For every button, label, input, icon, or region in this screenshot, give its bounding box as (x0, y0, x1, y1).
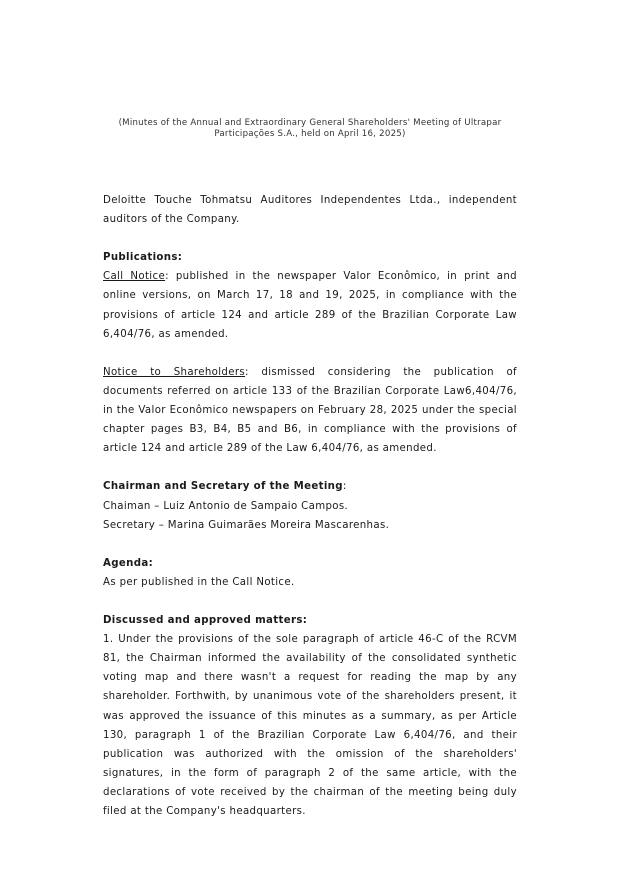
matters-item-1: 1. Under the provisions of the sole paragraph of article 46-C of the RCVM 81, the Chairman informed the availability of the consolidated synthetic voting map and there wasn't a request for reading the map by any shareholder. Forthwith, by unanimous vote of the shareholders present, it was approved the issuance of this minutes as a summary, as per Article 130, paragraph 1 of the Brazilian Corporate Law 6,404/76, and their publication was authorized with the omission of the shareholders' signatures, in the form of paragraph 2 of the same article, with the declarations of vote received by the chairman of the meeting being duly filed at the Company's headquarters. (103, 634, 517, 817)
agenda-text: As per published in the Call Notice. (103, 576, 295, 588)
notice-paragraph (103, 363, 517, 458)
header-line-2: Participações S.A., held on April 16, 2025) (214, 129, 406, 139)
notice-label: Notice to Shareholders (103, 366, 246, 378)
agenda-heading: Agenda: (103, 557, 154, 569)
chairman-line: Chaiman – Luiz Antonio de Sampaio Campos. (103, 500, 349, 512)
auditors-paragraph: Deloitte Touche Tohmatsu Auditores Independentes Ltda., independent auditors of the Company. (103, 195, 517, 226)
publications-heading: Publications: (103, 252, 183, 264)
chair-heading-line (103, 477, 517, 496)
call-notice-paragraph (103, 267, 517, 343)
document-body (103, 191, 517, 821)
call-notice-text: : published in the newspaper Valor Econômico, in print and online versions, on March 17, 18 and 19, 2025, in compliance with the provisions of article 124 and article 289 of the Brazilian Corporate Law 6,404/76, as amended. (103, 271, 517, 340)
secretary-line: Secretary – Marina Guimarães Moreira Mascarenhas. (103, 519, 390, 531)
chair-heading: Chairman and Secretary of the Meeting (103, 481, 343, 493)
matters-heading: Discussed and approved matters: (103, 615, 308, 627)
minutes-header (100, 118, 520, 140)
chair-heading-suffix: : (342, 481, 347, 493)
call-notice-label: Call Notice (103, 271, 166, 283)
notice-text: : dismissed considering the publication of documents referred on article 133 of the Brazilian Corporate Law6,404/76, in the Valor Econômico newspapers on February 28, 2025 under the special chapter pages B3, B4, B5 and B6, in compliance with the provisions of article 124 and article 289 of the Law 6,404/76, as amended. (103, 366, 517, 455)
header-line-1: (Minutes of the Annual and Extraordinary General Shareholders' Meeting of Ultrapar (118, 118, 502, 128)
